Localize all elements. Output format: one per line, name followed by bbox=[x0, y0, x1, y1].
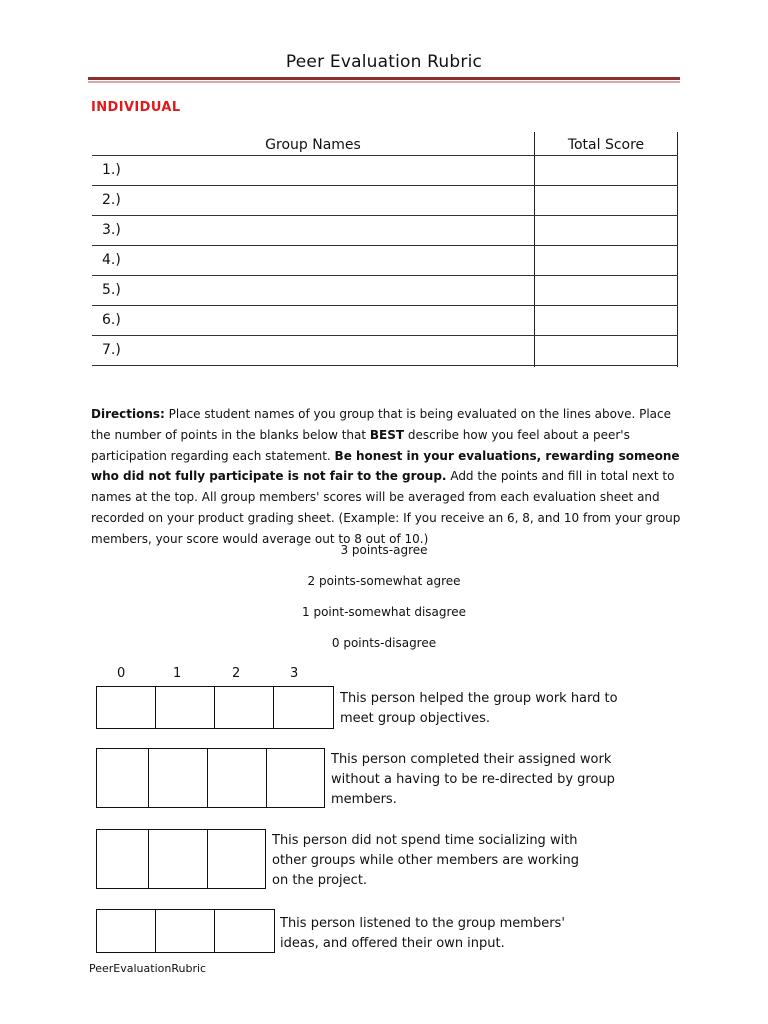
section-label: INDIVIDUAL bbox=[91, 100, 181, 115]
score-column-0: 0 bbox=[117, 666, 126, 681]
statement-line: ideas, and offered their own input. bbox=[280, 936, 505, 951]
statement-line: meet group objectives. bbox=[340, 711, 491, 726]
directions-best: BEST bbox=[369, 427, 405, 442]
statement-line: This person completed their assigned work bbox=[331, 752, 612, 767]
table-header-line bbox=[92, 155, 678, 156]
page-title: Peer Evaluation Rubric bbox=[285, 52, 483, 72]
directions-honest: Be honest in your evaluations, rewarding someone who did not fully participate is not fair to the group. bbox=[91, 448, 680, 484]
score-column-3: 3 bbox=[290, 666, 299, 681]
statement-line: members. bbox=[331, 792, 397, 807]
score-box[interactable] bbox=[97, 749, 149, 807]
score-box[interactable] bbox=[149, 830, 208, 888]
score-box[interactable] bbox=[208, 830, 265, 888]
statement-2 bbox=[331, 750, 615, 810]
scale-item: 3 points-agree bbox=[340, 543, 428, 557]
score-box[interactable] bbox=[208, 749, 267, 807]
table-row-line bbox=[92, 305, 678, 306]
score-boxes-row-4 bbox=[96, 909, 275, 953]
statement-line: without a having to be re-directed by group bbox=[331, 772, 615, 787]
statement-1 bbox=[340, 689, 618, 729]
row-number: 1.) bbox=[102, 162, 121, 178]
table-row-line bbox=[92, 365, 678, 366]
statement-3 bbox=[272, 831, 579, 891]
score-box[interactable] bbox=[156, 910, 215, 952]
row-number: 6.) bbox=[102, 312, 121, 328]
table-row-line bbox=[92, 275, 678, 276]
title-rule-shadow bbox=[88, 81, 680, 83]
score-column-1: 1 bbox=[173, 666, 182, 681]
scale-item: 2 points-somewhat agree bbox=[307, 574, 461, 588]
directions-text-3: Add the points and fill in total next to names at the top. All group members' scores will be averaged from each evaluation sheet and recorded on your product grading sheet. (Example: If you receive an 6, 8, and 10 from your group members, your score would average out to 8 out of 10.) bbox=[91, 469, 681, 546]
score-boxes-row-2 bbox=[96, 748, 325, 808]
table-row-line bbox=[92, 245, 678, 246]
directions-paragraph bbox=[91, 404, 683, 550]
scale-item: 1 point-somewhat disagree bbox=[302, 605, 466, 619]
score-box[interactable] bbox=[215, 687, 274, 728]
column-right-border bbox=[677, 132, 678, 367]
score-box[interactable] bbox=[97, 910, 156, 952]
column-divider bbox=[534, 132, 535, 367]
score-box[interactable] bbox=[274, 687, 333, 728]
group-names-table bbox=[92, 132, 678, 367]
score-column-2: 2 bbox=[232, 666, 241, 681]
score-box[interactable] bbox=[149, 749, 208, 807]
score-boxes-row-1 bbox=[96, 686, 334, 729]
score-box[interactable] bbox=[97, 830, 149, 888]
header-total-score: Total Score bbox=[567, 137, 645, 153]
footer-text: PeerEvaluationRubric bbox=[89, 962, 207, 975]
score-box[interactable] bbox=[215, 910, 274, 952]
score-box[interactable] bbox=[97, 687, 156, 728]
directions-text-1: Place student names of you group that is being evaluated on the lines above. Place the number of points in the blanks below that bbox=[91, 407, 671, 442]
row-number: 5.) bbox=[102, 282, 121, 298]
row-number: 3.) bbox=[102, 222, 121, 238]
table-row-line bbox=[92, 215, 678, 216]
directions-label: Directions: bbox=[91, 407, 165, 421]
row-number: 4.) bbox=[102, 252, 121, 268]
statement-line: This person helped the group work hard to bbox=[340, 691, 618, 706]
table-row-line bbox=[92, 335, 678, 336]
statement-line: This person did not spend time socializing with bbox=[272, 833, 578, 848]
statement-line: This person listened to the group members' bbox=[280, 916, 565, 931]
row-number: 7.) bbox=[102, 342, 121, 358]
header-group-names: Group Names bbox=[265, 137, 361, 153]
directions-text-2: describe how you feel about a peer's participation regarding each statement. bbox=[91, 427, 630, 463]
statement-4 bbox=[280, 914, 565, 954]
score-box[interactable] bbox=[156, 687, 215, 728]
statement-line: on the project. bbox=[272, 873, 368, 888]
scale-item: 0 points-disagree bbox=[331, 636, 437, 650]
score-box[interactable] bbox=[267, 749, 324, 807]
table-row-line bbox=[92, 185, 678, 186]
statement-line: other groups while other members are working bbox=[272, 853, 579, 868]
title-rule bbox=[88, 77, 680, 80]
score-boxes-row-3 bbox=[96, 829, 266, 889]
row-number: 2.) bbox=[102, 192, 121, 208]
